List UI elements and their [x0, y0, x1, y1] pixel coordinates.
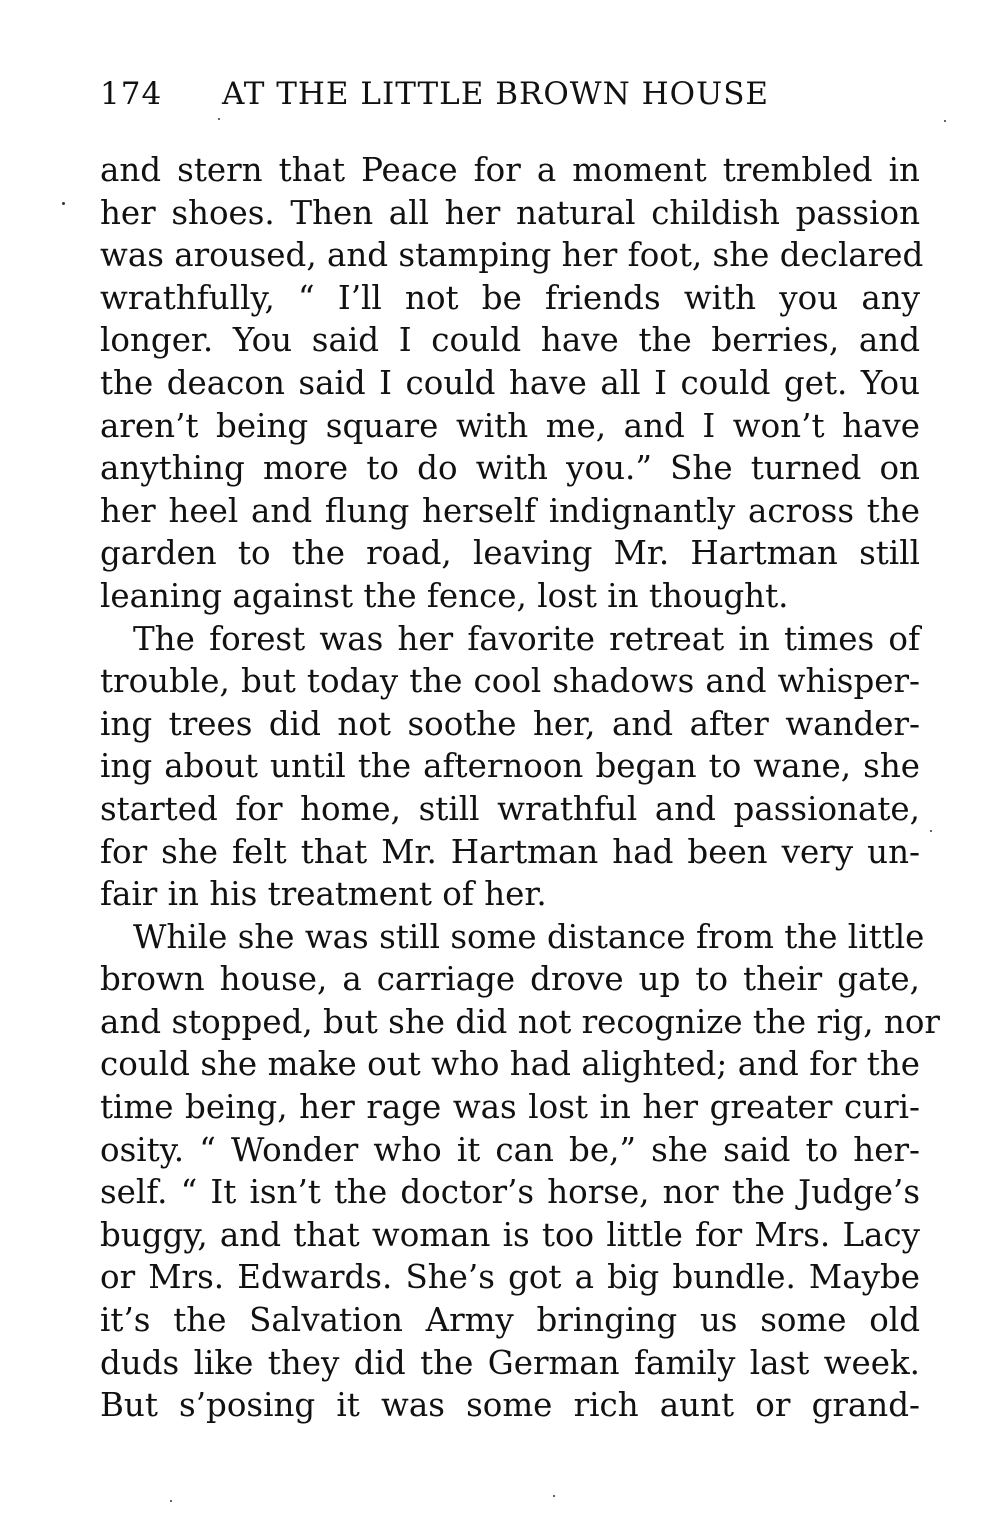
- text-line: anything more to do with you.” She turned on: [100, 449, 920, 488]
- text-line: leaning against the fence, lost in thought.: [100, 576, 789, 615]
- text-line: it’s the Salvation Army bringing us some old: [100, 1301, 920, 1340]
- text-line: ing about until the afternoon began to wane, she: [100, 747, 920, 786]
- running-head: [100, 72, 920, 116]
- paragraph-2: [100, 618, 920, 916]
- text-line: aren’t being square with me, and I won’t have: [100, 406, 920, 445]
- scan-speck: [944, 120, 946, 122]
- scan-speck: [930, 830, 932, 832]
- text-line: the deacon said I could have all I could get. You: [100, 363, 920, 402]
- text-line: brown house, a carriage drove up to their gate,: [100, 960, 920, 999]
- text-line: started for home, still wrathful and passionate,: [100, 789, 920, 828]
- body-text: [100, 149, 940, 1427]
- text-line: self. “ It isn’t the doctor’s horse, nor the Judge’s: [100, 1173, 920, 1212]
- text-line: time being, her rage was lost in her greater curi-: [100, 1088, 920, 1127]
- scan-speck: [170, 1500, 172, 1502]
- text-line: buggy, and that woman is too little for Mrs. Lacy: [100, 1215, 920, 1254]
- text-line: trouble, but today the cool shadows and whisper-: [100, 662, 920, 701]
- text-line: could she make out who had alighted; and for the: [100, 1045, 920, 1084]
- text-line: But s’posing it was some rich aunt or grand-: [100, 1386, 920, 1425]
- text-line: and stern that Peace for a moment trembled in: [100, 151, 920, 189]
- text-line: was aroused, and stamping her foot, she declared: [100, 236, 924, 275]
- text-line: her shoes. Then all her natural childish passion: [100, 193, 920, 232]
- paragraph-3: [100, 916, 940, 1427]
- text-line: for she felt that Mr. Hartman had been very un-: [100, 832, 920, 871]
- text-line: or Mrs. Edwards. She’s got a big bundle. Maybe: [100, 1258, 920, 1297]
- scan-speck: [553, 1495, 555, 1497]
- text-line: her heel and flung herself indignantly across the: [100, 491, 920, 530]
- running-title: AT THE LITTLE BROWN HOUSE: [222, 76, 770, 112]
- text-line: osity. “ Wonder who it can be,” she said to her-: [100, 1130, 920, 1169]
- page-number: 174: [100, 76, 163, 112]
- text-line: longer. You said I could have the berries, and: [100, 321, 920, 360]
- scan-speck: [218, 118, 220, 120]
- text-line: ing trees did not soothe her, and after wander-: [100, 704, 920, 743]
- text-line: The forest was her favorite retreat in times of: [133, 619, 920, 658]
- text-line: duds like they did the German family last week.: [100, 1343, 920, 1382]
- text-line: fair in his treatment of her.: [100, 875, 547, 914]
- text-line: garden to the road, leaving Mr. Hartman still: [100, 534, 920, 573]
- text-line: wrathfully, “ I’ll not be friends with you any: [100, 278, 920, 317]
- paragraph-1: [100, 149, 924, 618]
- text-line: and stopped, but she did not recognize the rig, nor: [100, 1002, 940, 1041]
- text-line: While she was still some distance from the little: [133, 917, 925, 956]
- scan-speck: [62, 202, 65, 205]
